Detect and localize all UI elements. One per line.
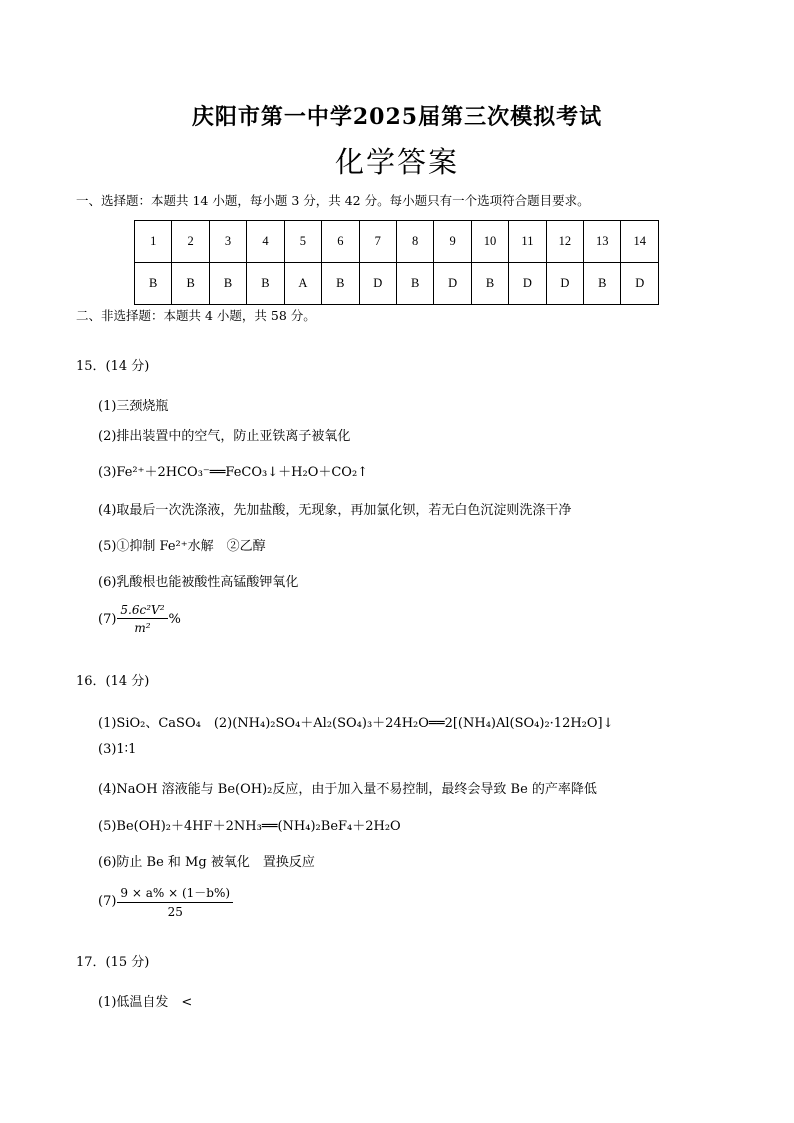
question-number-cell: 12 [546,221,583,263]
answer-cell: B [396,263,433,305]
question-16-header: 16．(14 分) [76,674,150,689]
q16-answer-3: (4)NaOH 溶液能与 Be(OH)₂反应，由于加入量不易控制，最终会导致 Be 的产率降低 [98,782,597,797]
q16-answer-1: (1)SiO₂、CaSO₄ (2)(NH₄)₂SO₄＋Al₂(SO₄)₃＋24H₂O══2[(NH₄)Al(SO₄)₂·12H₂O]↓ [98,716,614,731]
percent-sign: % [168,611,181,627]
answer-cell: D [546,263,583,305]
answer-cell: B [247,263,284,305]
question-number-cell: 4 [247,221,284,263]
fraction-numerator: 9 × a% × (1－b%) [117,884,233,903]
answer-table [134,220,659,305]
answer-cell: B [471,263,508,305]
question-number-cell: 9 [434,221,471,263]
q16-answer-6-label: (7) [98,894,117,909]
question-number-cell: 3 [209,221,246,263]
answer-cell: B [322,263,359,305]
answer-cell: D [359,263,396,305]
question-17-header: 17．(15 分) [76,955,150,970]
q16-answer-2: (3)1∶1 [98,742,137,757]
question-number-cell: 11 [509,221,546,263]
question-number-cell: 14 [621,221,659,263]
question-number-cell: 8 [396,221,433,263]
q16-answer-6-fraction [117,884,233,919]
q16-answer-6 [98,884,234,919]
q15-answer-5: (5)①抑制 Fe²⁺水解 ②乙醇 [98,539,266,554]
question-number-cell: 5 [284,221,321,263]
question-number-cell: 10 [471,221,508,263]
answer-cell: D [621,263,659,305]
question-number-cell: 1 [135,221,172,263]
answer-cell: B [135,263,172,305]
answer-cell: A [284,263,321,305]
question-number-cell: 13 [584,221,621,263]
q15-answer-6: (6)乳酸根也能被酸性高锰酸钾氧化 [98,575,299,590]
q15-answer-1: (1)三颈烧瓶 [98,399,169,414]
q15-answer-2: (2)排出装置中的空气，防止亚铁离子被氧化 [98,429,351,444]
answer-cell: B [172,263,209,305]
q15-answer-7 [98,603,181,635]
question-number-cell: 6 [322,221,359,263]
question-15-header: 15．(14 分) [76,359,150,374]
school-title: 庆阳市第一中学2025届第三次模拟考试 [191,104,603,130]
q16-answer-4: (5)Be(OH)₂＋4HF＋2NH₃══(NH₄)₂BeF₄＋2H₂O [98,819,401,834]
fraction-numerator: 5.6c²V² [117,603,167,619]
document-title: 化学答案 [334,145,459,179]
fraction-denominator: m² [134,621,151,635]
q17-answer-1: (1)低温自发 < [98,995,193,1010]
answer-table-number-row [135,221,659,263]
q15-answer-7-label: (7) [98,611,117,627]
q15-answer-7-fraction [117,603,167,635]
section-1-heading: 一、选择题：本题共 14 小题，每小题 3 分，共 42 分。每小题只有一个选项符合题目要求。 [76,193,590,208]
fraction-denominator: 25 [167,905,183,919]
answer-cell: B [209,263,246,305]
section-2-heading: 二、非选择题：本题共 4 小题，共 58 分。 [76,308,316,323]
question-number-cell: 7 [359,221,396,263]
q15-answer-3: (3)Fe²⁺＋2HCO₃⁻══FeCO₃↓＋H₂O＋CO₂↑ [98,465,369,480]
answer-table-answer-row [135,263,659,305]
question-number-cell: 2 [172,221,209,263]
q15-answer-4: (4)取最后一次洗涤液，先加盐酸，无现象，再加氯化钡，若无白色沉淀则洗涤干净 [98,503,572,518]
answer-cell: D [434,263,471,305]
answer-cell: D [509,263,546,305]
q16-answer-5: (6)防止 Be 和 Mg 被氧化 置换反应 [98,855,315,870]
answer-cell: B [584,263,621,305]
